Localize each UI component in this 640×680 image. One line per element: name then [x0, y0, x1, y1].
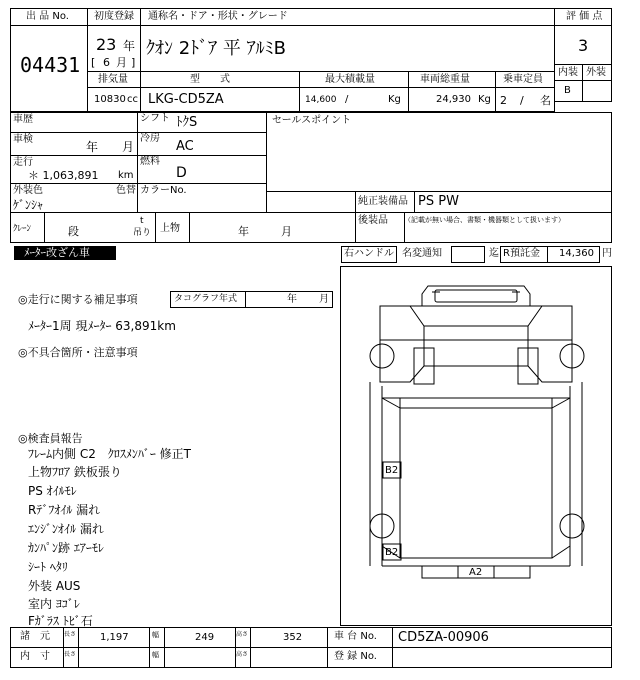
cab-roof-outline [422, 286, 530, 306]
reg-month-unit: 月 [116, 56, 127, 69]
history-label: 車歴 [13, 114, 33, 125]
upper-month: 月 [281, 225, 292, 238]
tacho-divider [245, 291, 246, 308]
max-load-value: 14,600 [305, 95, 337, 105]
model-value: LKG-CD5ZA [148, 92, 224, 107]
aftermarket-label: 後装品 [358, 215, 388, 226]
exterior-label: 外装 [586, 67, 606, 78]
lot-label: 出 品 No. [26, 11, 69, 22]
ac-value: AC [176, 139, 194, 154]
report-line: ｴﾝｼﾞﾝｵｲﾙ 漏れ [28, 522, 104, 536]
report-line: PS ｵｲﾙﾓﾚ [28, 484, 77, 498]
cab-roof-panel [435, 290, 517, 302]
aftermarket-note: （記載が無い場合、書類・機器類として扱います） [404, 216, 565, 224]
damage-b2-upper: B2 [385, 465, 399, 476]
capacity-unit: 名 [540, 94, 551, 107]
damage-a2: A2 [469, 567, 483, 578]
registration-value-cell [392, 647, 612, 668]
upper-label: 上物 [160, 223, 180, 234]
inner-height-cell [250, 647, 328, 668]
capacity-label: 乗車定員 [503, 74, 543, 85]
damage-b2-lower: B2 [385, 547, 399, 558]
inner-width-cell [164, 647, 236, 668]
meter-tamper-label: ﾒｰﾀｰ改ざん車 [24, 246, 90, 259]
upper-year: 年 [238, 225, 249, 238]
color-label: 外装色 [13, 185, 43, 196]
inner-length-label: 長さ [64, 651, 77, 658]
capacity-value: 2 [500, 94, 507, 107]
inner-label: 内 寸 [20, 651, 50, 662]
displacement-value: 10830 [94, 94, 126, 105]
right-hand-label: 右ハンドル [344, 248, 394, 259]
length-label: 長さ [64, 631, 77, 638]
interior-label: 内装 [558, 67, 578, 78]
inspection-month: 月 [122, 140, 135, 154]
cab-front [380, 306, 572, 340]
running-notes-header: ◎走行に関する補足事項 [18, 293, 138, 306]
reg-month-close: ] [131, 56, 136, 69]
capacity-sep: / [520, 94, 524, 107]
tacho-year: 年 [287, 294, 297, 305]
vehicle-name-label: 通称名・ドア・形状・グレード [148, 11, 288, 22]
wheel-rear-right [560, 514, 584, 538]
crane-stage: 段 [68, 225, 79, 238]
exterior-grade-cell [582, 80, 612, 102]
bed-front-corner [382, 398, 570, 408]
inspection-label: 車検 [13, 134, 33, 145]
max-load-sep: / [345, 94, 349, 105]
ac-label: 冷房 [140, 133, 160, 144]
reg-month: 6 [103, 56, 110, 69]
deadline-label: 迄 [489, 248, 499, 259]
reg-month-open: [ [91, 56, 96, 69]
model-label: 型 式 [190, 74, 230, 85]
registration-label: 登 録 No. [334, 651, 377, 662]
tacho-label: タコグラフ年式 [174, 294, 238, 304]
report-line: 上物ﾌﾛｱ 鉄板張り [28, 465, 122, 479]
displacement-label: 排気量 [98, 74, 128, 85]
height-value: 352 [283, 632, 303, 643]
windshield [410, 306, 542, 326]
selling-points-spacer [266, 191, 356, 213]
report-line: 室内 ﾖｺﾞﾚ [28, 597, 80, 611]
wheel-front-left [370, 344, 394, 368]
report-line: ﾌﾚｰﾑ内側 C2 ｸﾛｽﾒﾝﾊﾞｰ 修正T [28, 447, 191, 461]
upper-divider [189, 212, 190, 243]
displacement-unit: cc [127, 94, 138, 105]
width-label: 幅 [152, 631, 159, 639]
meter-note: ﾒｰﾀｰ1周 現ﾒｰﾀｰ 63,891km [28, 319, 176, 333]
inspector-header: ◎検査員報告 [18, 432, 83, 445]
score-label: 評 価 点 [566, 11, 603, 22]
chassis-label: 車 台 No. [334, 631, 377, 642]
mileage-label: 走行 [13, 157, 33, 168]
shift-label: シフト [140, 113, 170, 124]
cab-door-left [380, 340, 424, 382]
vehicle-name: ｸｵﾝ 2ﾄﾞｱ 平 ｱﾙﾐB [146, 38, 286, 59]
inner-height-label: 高さ [236, 651, 249, 658]
report-line: Fｶﾞﾗｽ ﾄﾋﾞ石 [28, 614, 93, 628]
score-value: 3 [578, 36, 589, 55]
crane-ton: t [140, 216, 144, 226]
recycle-label: R預託金 [503, 248, 540, 259]
inspection-year: 年 [86, 140, 99, 154]
mileage-unit: km [118, 170, 134, 181]
reg-year-unit: 年 [123, 39, 136, 53]
interior-grade: B [564, 85, 571, 96]
crane-divider [44, 212, 45, 243]
upper-cell [155, 212, 356, 243]
report-line: ｶﾝﾊﾟﾝ跡 ｴｱｰﾓﾚ [28, 541, 104, 555]
gross-unit: Kg [478, 94, 491, 105]
report-line: ｼｰﾄ ﾍﾀﾘ [28, 560, 68, 574]
crane-hang: 吊り [133, 228, 152, 238]
report-line: 外装 AUS [28, 579, 81, 593]
defects-header: ◎不具合箇所・注意事項 [18, 346, 138, 359]
recycle-unit: 円 [602, 248, 612, 259]
height-label: 高さ [236, 631, 249, 638]
fuel-label: 燃料 [140, 156, 160, 167]
length-value: 1,197 [100, 632, 129, 643]
max-load-unit: Kg [388, 94, 401, 105]
inner-width-label: 幅 [152, 651, 159, 659]
crane-label: ｸﾚｰﾝ [13, 224, 32, 234]
cab-inner [424, 326, 528, 366]
name-change-label: 名変通知 [402, 248, 442, 259]
bed-floor [400, 408, 552, 558]
name-change-box [451, 246, 485, 263]
max-load-label: 最大積載量 [325, 74, 375, 85]
tacho-month: 月 [319, 294, 329, 305]
inner-length-cell [78, 647, 150, 668]
bed-front-rail [400, 398, 552, 408]
first-reg-label: 初度登録 [94, 11, 134, 22]
gross-label: 車両総重量 [420, 74, 470, 85]
color-value: ｹﾞﾝｼｬ [13, 198, 44, 212]
gross-value: 24,930 [436, 94, 471, 105]
bed-corner-left [382, 546, 570, 558]
fuel-value: D [176, 165, 187, 181]
reg-year: 23 [96, 35, 117, 54]
report-line: Rﾃﾞﾌｵｲﾙ 漏れ [28, 503, 101, 517]
selling-points-label: セールスポイント [272, 115, 352, 126]
lot-number: 04431 [20, 53, 81, 77]
shift-value: ﾄｸS [176, 115, 198, 130]
equipment-value: PS PW [418, 194, 459, 209]
width-value: 249 [195, 632, 215, 643]
color-change-label: 色替 [116, 185, 136, 196]
equipment-label: 純正装備品 [358, 196, 408, 207]
recycle-value: 14,360 [559, 248, 594, 259]
color-code-label: カラーNo. [140, 185, 187, 196]
chassis-value: CD5ZA-00906 [398, 630, 489, 645]
dims-label: 諸 元 [20, 631, 50, 642]
mileage-value: ＊ 1,063,891 [28, 169, 99, 182]
